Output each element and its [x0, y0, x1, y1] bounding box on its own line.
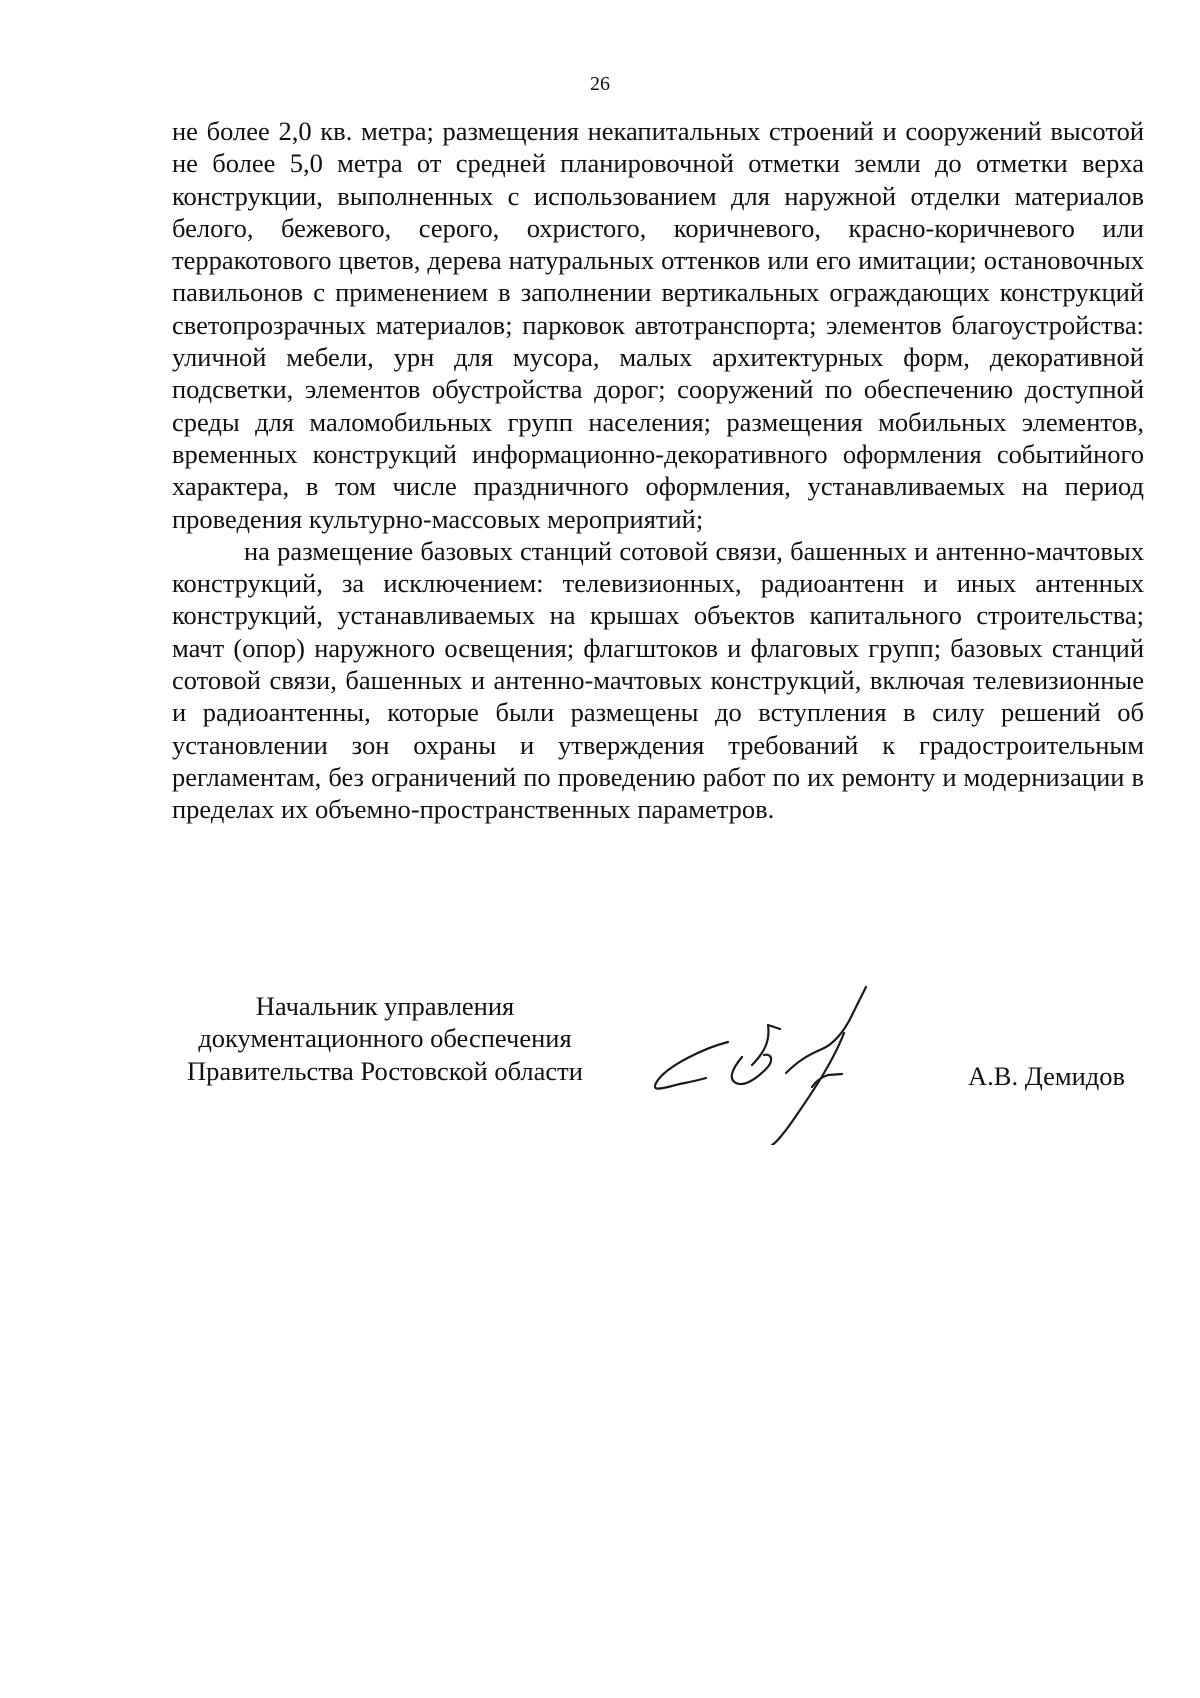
- page-number: 26: [590, 73, 610, 95]
- signatory-title-line: документационного обеспечения: [198, 1023, 572, 1054]
- body-text: [172, 115, 1144, 826]
- handwritten-signature: [648, 985, 948, 1145]
- signatory-title: [170, 990, 600, 1087]
- signatory-title-line: Правительства Ростовской области: [187, 1055, 583, 1086]
- paragraph-continuation: не более 2,0 кв. метра; размещения некапитальных строений и сооружений высотой не более 5,0 метра от средней планировочной отметки земли до отметки верха конструкции, выполненных с использованием для наружной отделки материалов белого, бежевого, серого, охристого, коричневого, красно-коричневого или терракотового цветов, дерева натуральных оттенков или его имитации; остановочных павильонов с применением в заполнении вертикальных ограждающих конструкций светопрозрачных материалов; парковок автотранспорта; элементов благоустройства: уличной мебели, урн для мусора, малых архитектурных форм, декоративной подсветки, элементов обустройства дорог; сооружений по обеспечению доступной среды для маломобильных групп населения; размещения мобильных элементов, временных конструкций информационно-декоративного оформления событийного характера, в том числе праздничного оформления, устанавливаемых на период проведения культурно-массовых мероприятий;: [172, 116, 1144, 534]
- signatory-title-line: Начальник управления: [255, 991, 515, 1021]
- signatory-name: А.В. Демидов: [968, 1061, 1126, 1091]
- paragraph-base-stations: на размещение базовых станций сотовой связи, башенных и антенно-мачтовых конструкций, за исключением: телевизионных, радиоантенн и иных антенных конструкций, устанавливаемых на крышах объектов капитального строительства; мачт (опор) наружного освещения; флагштоков и флаговых групп; базовых станций сотовой связи, башенных и антенно-мачтовых конструкций, включая телевизионные и радиоантенны, которые были размещены до вступления в силу решений об установлении зон охраны и утверждения требований к градостроительным регламентам, без ограничений по проведению работ по их ремонту и модернизации в пределах их объемно-пространственных параметров.: [172, 535, 1144, 825]
